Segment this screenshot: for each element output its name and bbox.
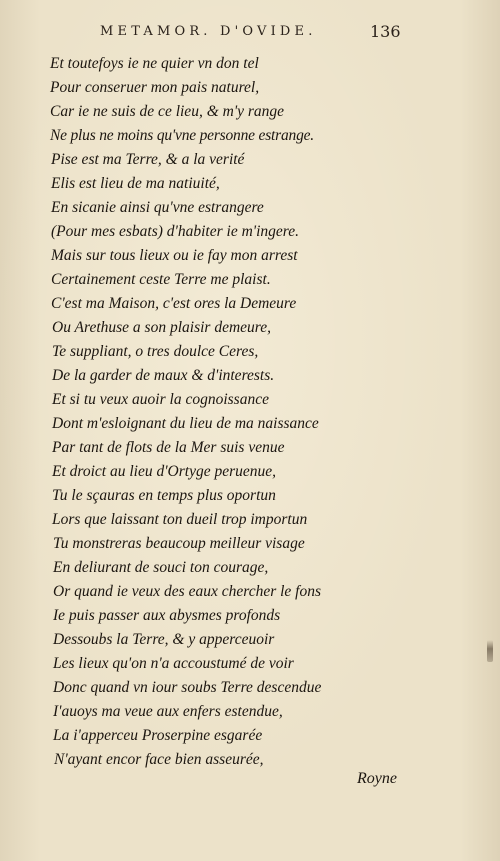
verse-line-21: Tu monstreras beaucoup meilleur visage	[53, 535, 305, 552]
running-title: METAMOR. D'OVIDE.	[100, 24, 317, 39]
verse-line-14: De la garder de maux & d'interests.	[52, 367, 275, 384]
verse-line-7: En sicanie ainsi qu'vne estrangere	[51, 199, 264, 216]
verse-line-9: Mais sur tous lieux ou ie fay mon arrest	[51, 247, 298, 264]
verse-line-10: Certainement ceste Terre me plaist.	[51, 271, 271, 288]
verse-line-15: Et si tu veux auoir la cognoissance	[52, 391, 269, 408]
margin-ink-mark	[487, 640, 493, 662]
verse-line-23: Or quand ie veux des eaux chercher le fons	[53, 583, 322, 600]
verse-line-1: Et toutefoys ie ne quier vn don tel	[50, 55, 259, 72]
verse-line-17: Par tant de flots de la Mer suis venue	[52, 439, 285, 456]
verse-line-19: Tu le sçauras en temps plus oportun	[52, 487, 276, 504]
verse-line-8: (Pour mes esbats) d'habiter ie m'ingere.	[51, 223, 299, 240]
verse-line-4: Ne plus ne moins qu'vne personne estrange.	[50, 127, 314, 144]
verse-line-16: Dont m'esloignant du lieu de ma naissance	[52, 415, 319, 432]
verse-line-13: Te suppliant, o tres doulce Ceres,	[52, 343, 259, 360]
verse-line-5: Pise est ma Terre, & a la verité	[51, 151, 245, 168]
page-number: 136	[370, 22, 401, 41]
catchword: Royne	[357, 770, 397, 787]
verse-line-27: Donc quand vn iour soubs Terre descendue	[53, 679, 322, 696]
verse-line-25: Dessoubs la Terre, & y apperceuoir	[53, 631, 275, 648]
verse-line-30: N'ayant encor face bien asseurée,	[54, 751, 264, 768]
verse-line-6: Elis est lieu de ma natiuité,	[51, 175, 220, 192]
verse-line-3: Car ie ne suis de ce lieu, & m'y range	[50, 103, 285, 120]
verse-line-26: Les lieux qu'on n'a accoustumé de voir	[53, 655, 294, 672]
verse-line-29: La i'apperceu Proserpine esgarée	[53, 727, 263, 744]
verse-line-2: Pour conseruer mon pais naturel,	[50, 79, 260, 96]
verse-line-18: Et droict au lieu d'Ortyge peruenue,	[52, 463, 276, 480]
verse-line-22: En deliurant de souci ton courage,	[53, 559, 269, 576]
page-header	[0, 22, 500, 46]
verse-line-20: Lors que laissant ton dueil trop importun	[52, 511, 308, 528]
verse-line-11: C'est ma Maison, c'est ores la Demeure	[51, 295, 297, 312]
verse-line-12: Ou Arethuse a son plaisir demeure,	[52, 319, 271, 336]
verse-line-28: I'auoys ma veue aux enfers estendue,	[53, 703, 283, 720]
verse-line-24: Ie puis passer aux abysmes profonds	[53, 607, 281, 624]
